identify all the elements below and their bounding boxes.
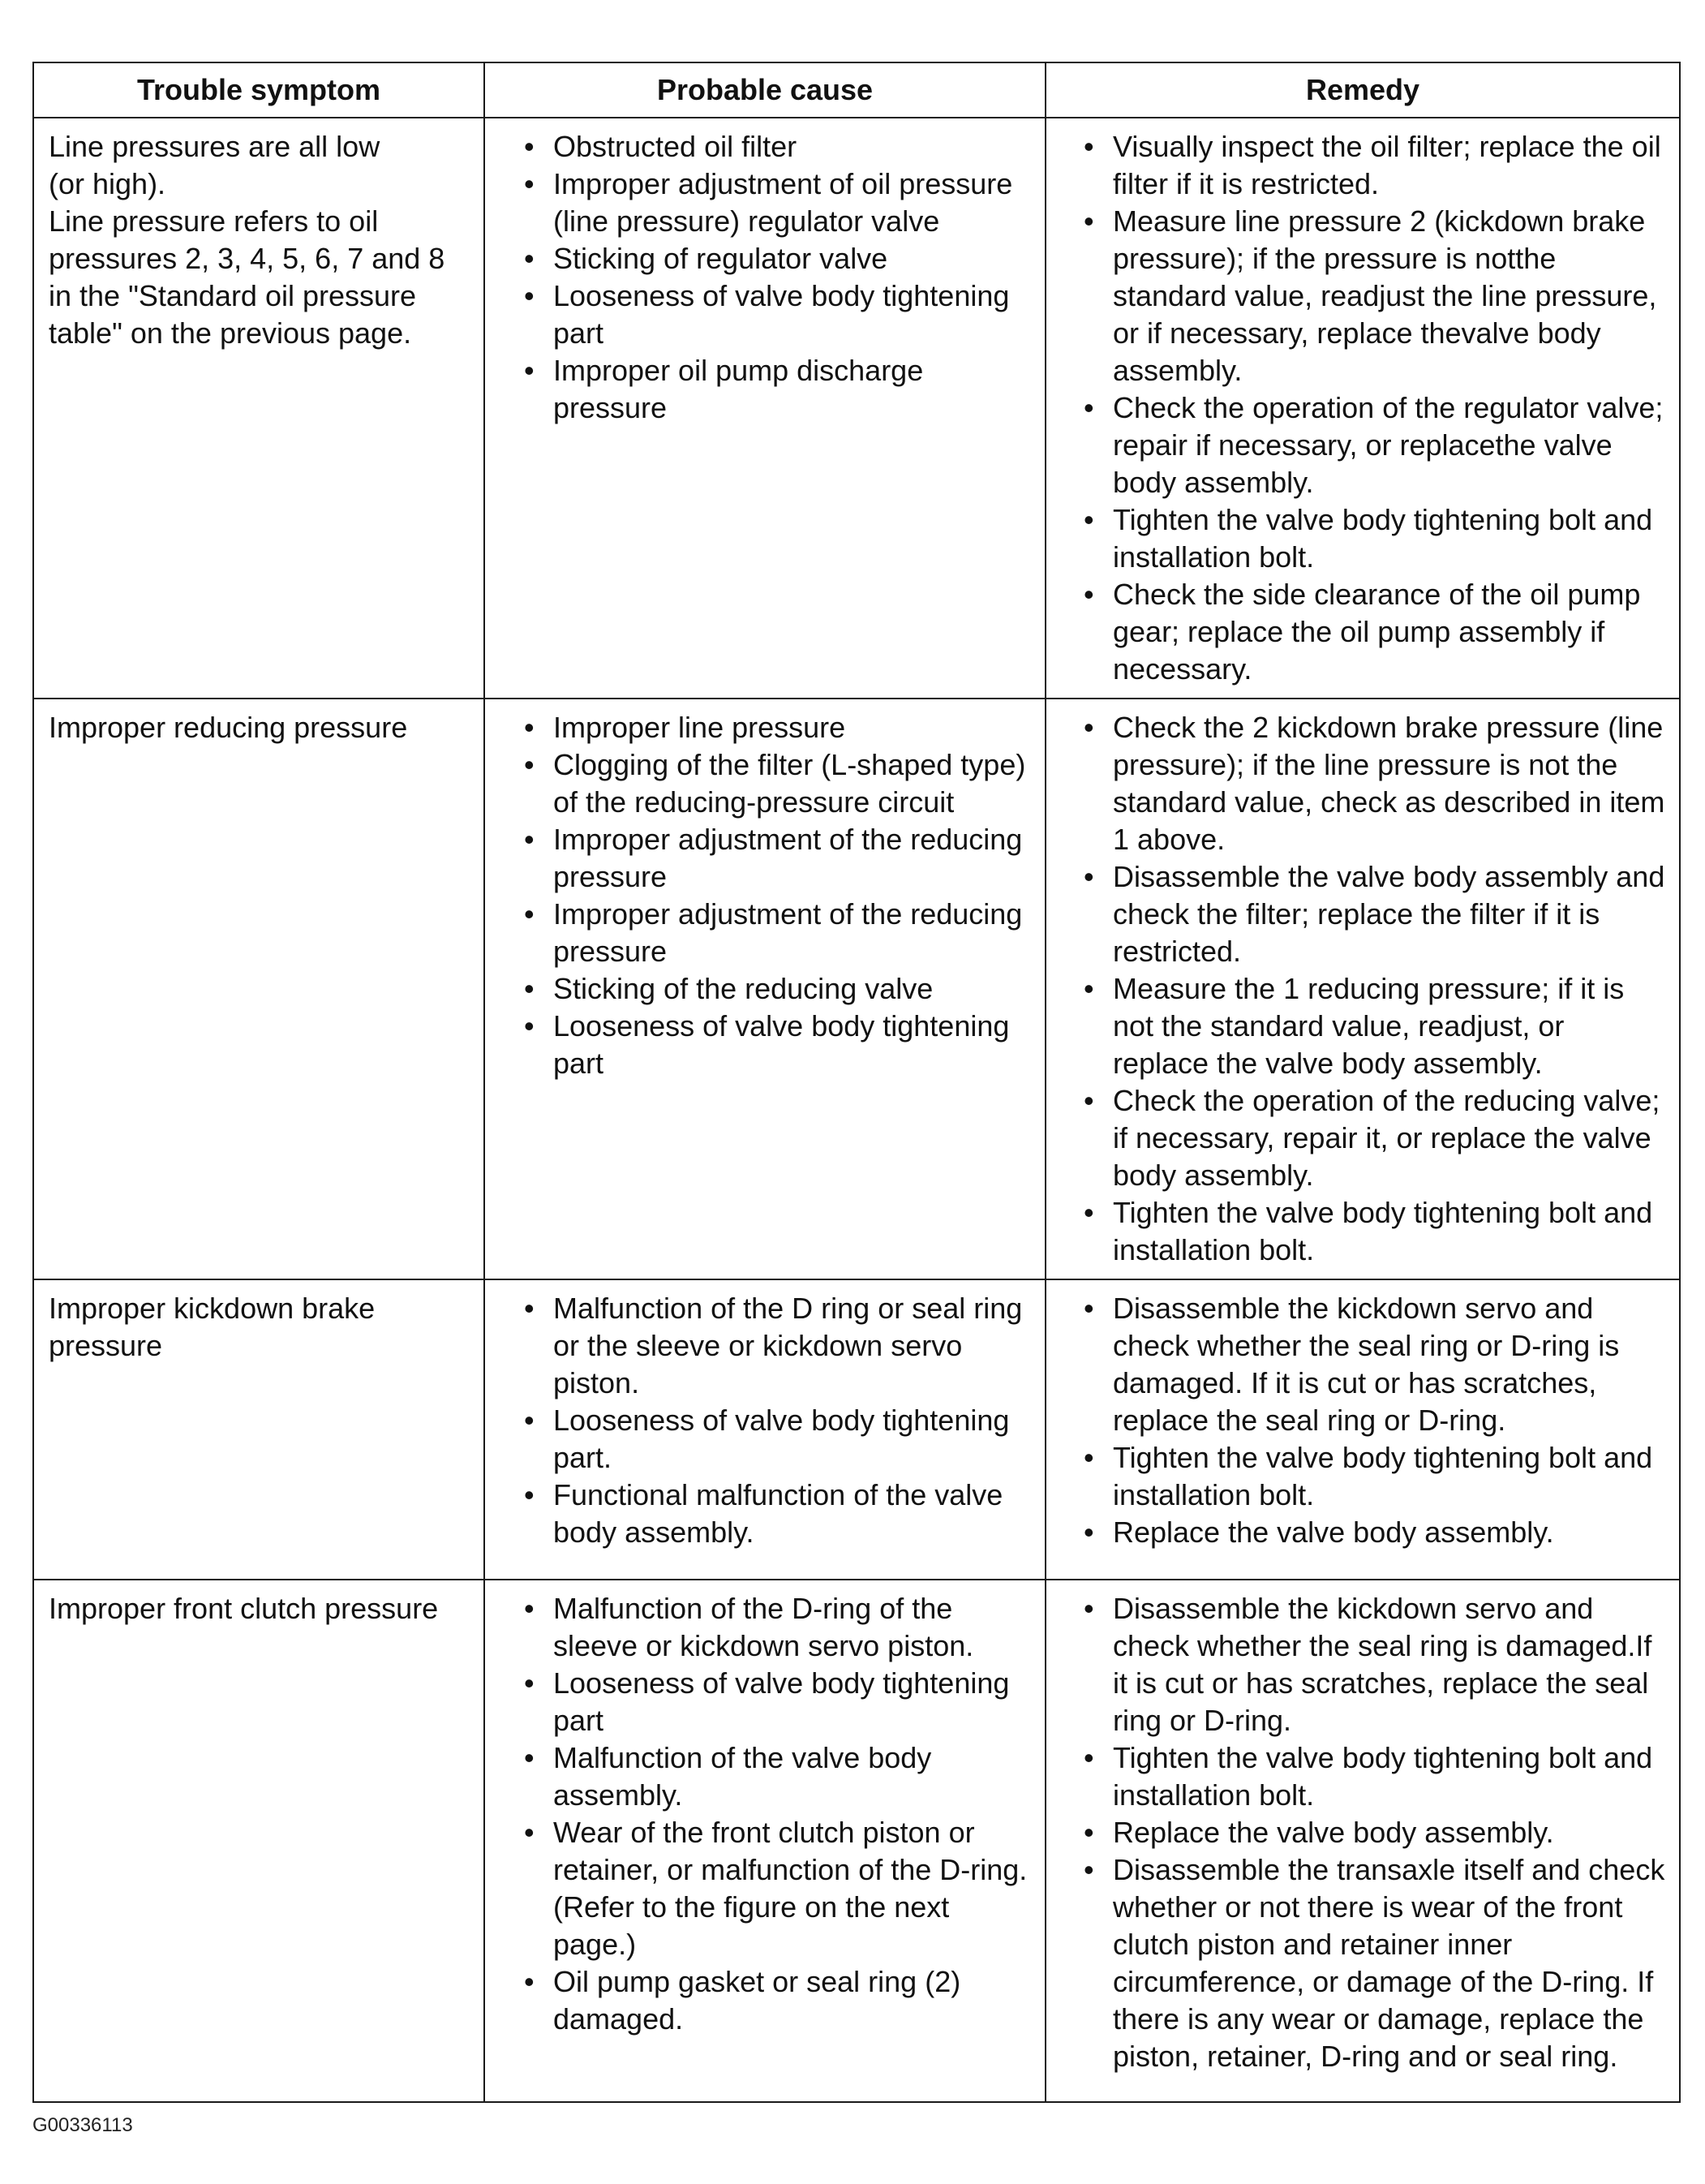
remedy-list [1061, 709, 1668, 1269]
symptom-cell: Line pressures are all low (or high). Line pressure refers to oil pressures 2, 3, 4, 5, 6, 7 and 8 in the "Standard oil pressure table" on the previous page. [33, 118, 484, 699]
symptom-cell: Improper kickdown brake pressure [33, 1279, 484, 1580]
symptom-cell: Improper front clutch pressure [33, 1580, 484, 2102]
cause-cell [484, 1279, 1046, 1580]
remedy-item: • Check the side clearance of the oil pump gear; replace the oil pump assembly if necessary. [1084, 576, 1668, 688]
remedy-item: • Visually inspect the oil filter; replace the oil filter if it is restricted. [1084, 128, 1668, 203]
cause-item: • Wear of the front clutch piston or retainer, or malfunction of the D-ring. (Refer to the figure on the next page.) [524, 1814, 1033, 1963]
table-row [33, 118, 1680, 699]
table-row [33, 699, 1680, 1279]
remedy-list [1061, 1590, 1668, 2075]
remedy-item: • Replace the valve body assembly. [1084, 1814, 1668, 1851]
cause-item: • Malfunction of the D ring or seal ring or the sleeve or kickdown servo piston. [524, 1290, 1033, 1402]
header-trouble-symptom: Trouble symptom [33, 62, 484, 118]
header-remedy: Remedy [1046, 62, 1680, 118]
cause-item: • Improper adjustment of the reducing pressure [524, 896, 1033, 970]
cause-item: • Improper adjustment of the reducing pressure [524, 821, 1033, 896]
cause-cell [484, 1580, 1046, 2102]
table-header-row [33, 62, 1680, 118]
remedy-item: • Tighten the valve body tightening bolt and installation bolt. [1084, 1439, 1668, 1514]
cause-item: • Looseness of valve body tightening part. [524, 1402, 1033, 1477]
remedy-list [1061, 128, 1668, 688]
remedy-cell [1046, 1279, 1680, 1580]
remedy-item: • Measure line pressure 2 (kickdown brake pressure); if the pressure is notthe standard value, readjust the line pressure, or if necessary, replace thevalve body assembly. [1084, 203, 1668, 389]
cause-item: • Looseness of valve body tightening part [524, 277, 1033, 352]
remedy-item: • Check the 2 kickdown brake pressure (line pressure); if the line pressure is not the standard value, check as described in item 1 above. [1084, 709, 1668, 858]
remedy-item: • Disassemble the valve body assembly and check the filter; replace the filter if it is restricted. [1084, 858, 1668, 970]
remedy-item: • Measure the 1 reducing pressure; if it is not the standard value, readjust, or replace the valve body assembly. [1084, 970, 1668, 1082]
figure-code: G00336113 [32, 2114, 133, 2136]
remedy-item: • Tighten the valve body tightening bolt and installation bolt. [1084, 1739, 1668, 1814]
header-probable-cause: Probable cause [484, 62, 1046, 118]
remedy-item: • Tighten the valve body tightening bolt and installation bolt. [1084, 501, 1668, 576]
cause-item: • Oil pump gasket or seal ring (2) damaged. [524, 1963, 1033, 2038]
remedy-item: • Disassemble the kickdown servo and check whether the seal ring is damaged.If it is cut or has scratches, replace the seal ring or D-ring. [1084, 1590, 1668, 1739]
cause-list [500, 709, 1033, 1082]
cause-cell [484, 118, 1046, 699]
cause-item: • Improper oil pump discharge pressure [524, 352, 1033, 427]
table-row [33, 1279, 1680, 1580]
troubleshooting-table [32, 62, 1681, 2103]
remedy-item: • Tighten the valve body tightening bolt and installation bolt. [1084, 1194, 1668, 1269]
remedy-item: • Replace the valve body assembly. [1084, 1514, 1668, 1551]
remedy-item: • Disassemble the kickdown servo and check whether the seal ring or D-ring is damaged. If it is cut or has scratches, replace the seal ring or D-ring. [1084, 1290, 1668, 1439]
remedy-item: • Disassemble the transaxle itself and check whether or not there is wear of the front clutch piston and retainer inner circumference, or damage of the D-ring. If there is any wear or damage, replace the piston, retainer, D-ring and or seal ring. [1084, 1851, 1668, 2075]
cause-item: • Improper line pressure [524, 709, 1033, 746]
cause-item: • Looseness of valve body tightening part [524, 1665, 1033, 1739]
cause-list [500, 1590, 1033, 2038]
cause-item: • Obstructed oil filter [524, 128, 1033, 166]
cause-cell [484, 699, 1046, 1279]
symptom-cell: Improper reducing pressure [33, 699, 484, 1279]
remedy-cell [1046, 118, 1680, 699]
cause-list [500, 1290, 1033, 1551]
table-row [33, 1580, 1680, 2102]
cause-item: • Malfunction of the D-ring of the sleeve or kickdown servo piston. [524, 1590, 1033, 1665]
cause-list [500, 128, 1033, 427]
remedy-item: • Check the operation of the regulator valve; repair if necessary, or replacethe valve body assembly. [1084, 389, 1668, 501]
cause-item: • Looseness of valve body tightening part [524, 1008, 1033, 1082]
remedy-cell [1046, 1580, 1680, 2102]
cause-item: • Clogging of the filter (L-shaped type) of the reducing-pressure circuit [524, 746, 1033, 821]
cause-item: • Sticking of the reducing valve [524, 970, 1033, 1008]
remedy-cell [1046, 699, 1680, 1279]
cause-item: • Malfunction of the valve body assembly. [524, 1739, 1033, 1814]
remedy-item: • Check the operation of the reducing valve; if necessary, repair it, or replace the valve body assembly. [1084, 1082, 1668, 1194]
cause-item: • Sticking of regulator valve [524, 240, 1033, 277]
cause-item: • Functional malfunction of the valve body assembly. [524, 1477, 1033, 1551]
cause-item: • Improper adjustment of oil pressure (line pressure) regulator valve [524, 166, 1033, 240]
remedy-list [1061, 1290, 1668, 1551]
